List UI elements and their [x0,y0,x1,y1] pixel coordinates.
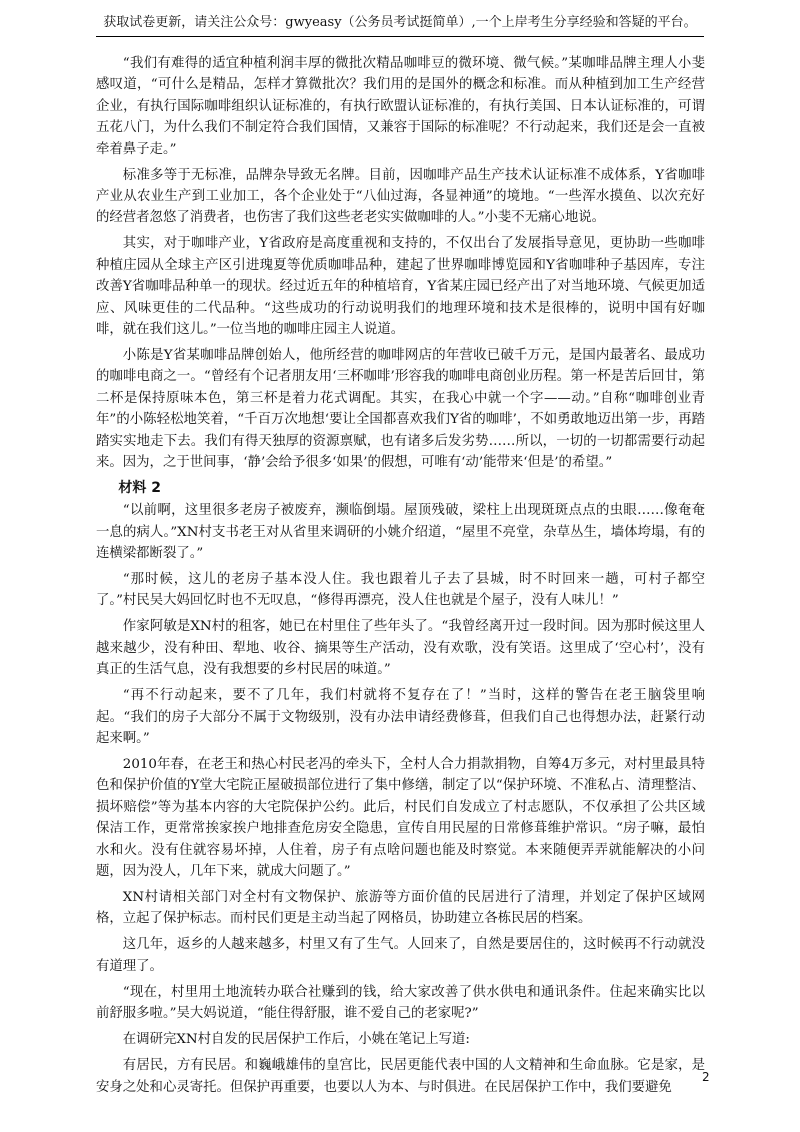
paragraph: XN村请相关部门对全村有文物保护、旅游等方面价值的民居进行了清理，并划定了保护区域网格，立起了保护标志。而村民们更是主动当起了网格员，协助建立各栋民居的档案。 [96,889,705,927]
page-header: 获取试卷更新，请关注公众号：gwyeasy（公务员考试挺简单）,一个上岸考生分享经验和答疑的平台。 [103,15,697,30]
header-divider [96,36,704,37]
page-content [96,53,705,1103]
section-title: 材料 2 [118,480,162,497]
page-number: 2 [702,1070,710,1084]
paragraph: 其实，对于咖啡产业，Y省政府是高度重视和支持的，不仅出台了发展指导意见，更协助一些咖啡种植庄园从全球主产区引进瑰夏等优质咖啡品种，建起了世界咖啡博览园和Y省咖啡种子基因库，专注改善Y省咖啡品种单一的现状。经过近五年的种植培育，Y省某庄园已经产出了对当地环境、气候更加适应、风味更佳的二代品种。“这些成功的行动说明我们的地理环境和技术是很棒的，说明中国有好咖啡，就在我们这儿。”一位当地的咖啡庄园主人说道。 [96,236,705,338]
paragraph: 这几年，返乡的人越来越多，村里又有了生气。人回来了，自然是要居住的，这时候再不行动就没有道理了。 [96,937,705,974]
paragraph: 小陈是Y省某咖啡品牌创始人，他所经营的咖啡网店的年营收已破千万元，是国内最著名、最成功的咖啡电商之一。“曾经有个记者朋友用‘三杯咖啡’形容我的咖啡电商创业历程。第一杯是苦后回甘，第二杯是保持原味本色，第三杯是着力花式调配。其实，在我心中就一个字——动。”自称“咖啡创业青年”的小陈轻松地笑着，“千百万次地想‘要让全国都喜欢我们Y省的咖啡’，不如勇敢地迈出第一步，再踏踏实实地走下去。我们有得天独厚的资源禀赋，也有诸多后发劣势……所以，一切的一切都需要行动起来。因为，之于世间事，‘静’会给予很多‘如果’的假想，可唯有‘动’能带来‘但是’的希望。” [96,348,705,471]
paragraph: 标准多等于无标准，品牌杂导致无名牌。目前，因咖啡产品生产技术认证标准不成体系，Y省咖啡产业从农业生产到工业加工，各个企业处于“八仙过海，各显神通”的境地。“一些浑水摸鱼、以次充好的经营者忽悠了消费者，也伤害了我们这些老老实实做咖啡的人。”小斐不无痛心地说。 [96,167,705,226]
paragraph: 作家阿敏是XN村的租客，她已在村里住了些年头了。“我曾经离开过一段时间。因为那时候这里人越来越少，没有种田、犁地、收谷、摘果等生产活动，没有欢歌，没有笑语。这里成了‘空心村’，没有真正的生活气息，没有我想要的乡村民居的味道。” [96,619,705,678]
paragraph: “再不行动起来，要不了几年，我们村就将不复存在了！”当时，这样的警告在老王脑袋里响起。“我们的房子大部分不属于文物级别，没有办法申请经费修葺，但我们自己也得想办法，赶紧行动起来啊。” [96,688,705,746]
paragraph: 有居民，方有民居。和巍峨雄伟的皇宫比，民居更能代表中国的人文精神和生命血脉。它是家，是安身之处和心灵寄托。但保护再重要，也要以人为本、与时俱进。在民居保护工作中，我们要避免 [96,1058,705,1095]
paragraph: “现在，村里用土地流转办联合社赚到的钱，给大家改善了供水供电和通讯条件。住起来确实比以前舒服多啦。”吴大妈说道，“能住得舒服，谁不爱自己的老家呢?” [96,984,705,1022]
paragraph: “我们有难得的适宜种植利润丰厚的微批次精品咖啡豆的微环境、微气候。”某咖啡品牌主理人小斐感叹道，“可什么是精品，怎样才算微批次？我们用的是国外的概念和标准。而从种植到加工生产经营企业，有执行国际咖啡组织认证标准的，有执行欧盟认证标准的，有执行美国、日本认证标准的，可谓五花八门，为什么我们不制定符合我们国情，又兼容于国际的标准呢？不行动起来，我们还是会一直被牵着鼻子走。” [96,56,705,157]
paragraph: 2010年春，在老王和热心村民老冯的牵头下，全村人合力捐款捐物，自筹4万多元，对村里最具特色和保护价值的Y堂大宅院正屋破损部位进行了集中修缮，制定了以“保护环境、不准私占、清理整洁、损坏赔偿”等为基本内容的大宅院保护公约。此后，村民们自发成立了村志愿队，不仅承担了公共区域保洁工作，更常常挨家挨户地排查危房安全隐患，宣传自用民屋的日常修葺维护常识。“房子嘛，最怕水和火。没有住就容易坏掉，人住着，房子有点啥问题也能及时察觉。本来随便弄弄就能解决的小问题，因为没人，几年下来，就成大问题了。” [96,756,705,879]
paragraph: “那时候，这儿的老房子基本没人住。我也跟着儿子去了县城，时不时回来一趟，可村子都空了。”村民吴大妈回忆时也不无叹息，“修得再漂亮，没人住也就是个屋子，没有人味儿！” [96,571,705,609]
paragraph: 在调研完XN村自发的民居保护工作后，小姚在笔记上写道: [122,1032,470,1048]
paragraph: “以前啊，这里很多老房子被废弃，濒临倒塌。屋顶残破，梁柱上出现斑斑点点的虫眼……像奄奄一息的病人。”XN村支书老王对从省里来调研的小姚介绍道，“屋里不亮堂，杂草丛生，墙体垮塌，有的连横梁都断裂了。” [96,503,705,561]
